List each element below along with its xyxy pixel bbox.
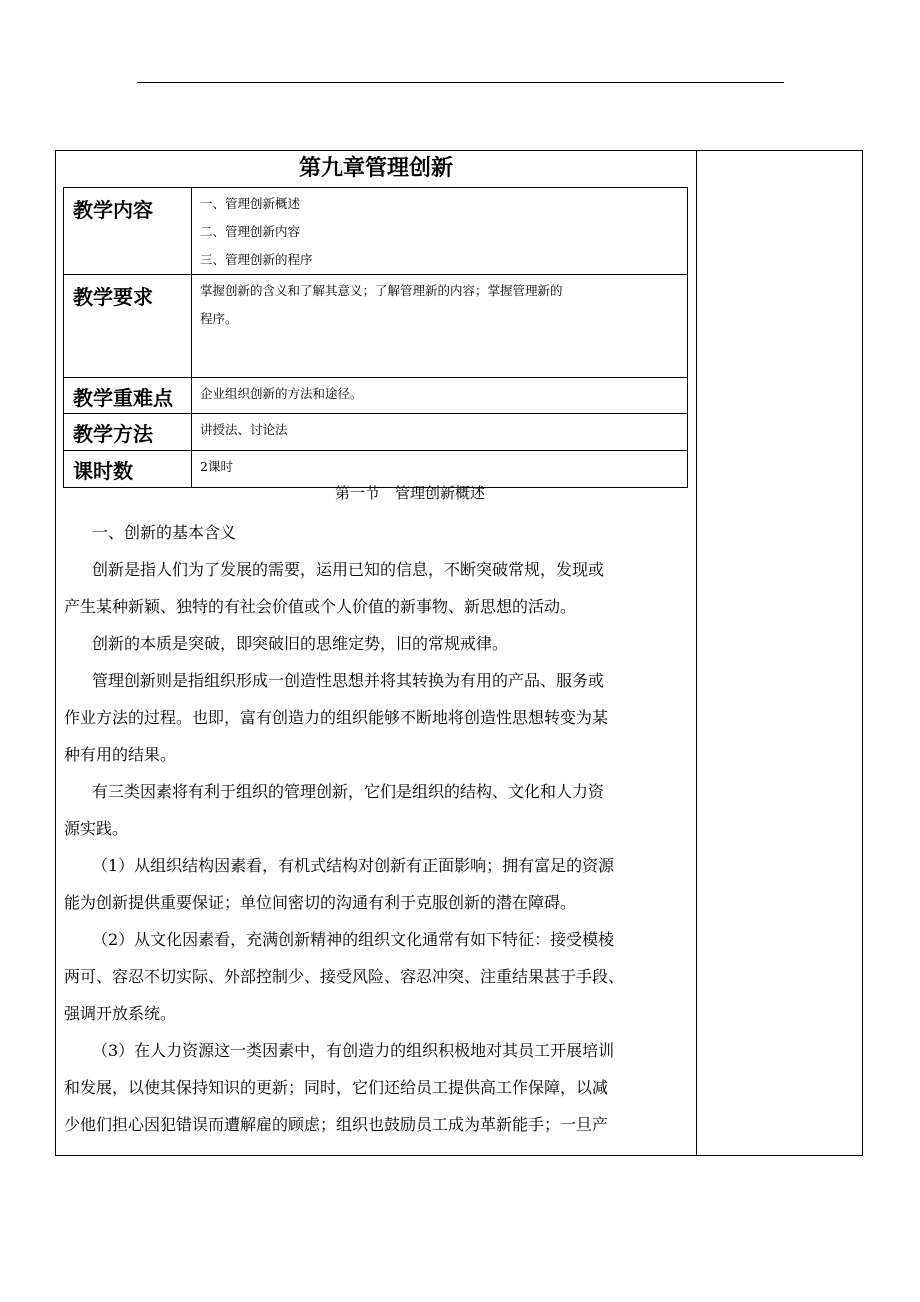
body-line: 作业方法的过程。也即，富有创造力的组织能够不断地将创造性思想转变为某 [64,708,609,727]
difficulty-value: 企业组织创新的方法和途径。 [192,378,688,414]
method-value: 讲授法、讨论法 [192,414,688,451]
content-value [192,188,688,275]
body-line: 创新是指人们为了发展的需要，运用已知的信息，不断突破常规，发现或 [92,560,605,579]
body-line: 两可、容忍不切实际、外部控制少、接受风险、容忍冲突、注重结果甚于手段、 [64,967,625,986]
body-line: 创新的本质是突破，即突破旧的思维定势，旧的常规戒律。 [92,634,509,653]
notes-column-divider [696,150,697,1156]
teaching-info-table [63,187,688,488]
table-row [64,378,688,414]
body-line: 能为创新提供重要保证；单位间密切的沟通有利于克服创新的潜在障碍。 [64,893,577,912]
hours-value: 2课时 [192,451,688,488]
header-rule [137,82,784,83]
requirement-label: 教学要求 [64,275,192,378]
body-line: 种有用的结果。 [64,745,177,764]
body-text [64,514,690,1143]
body-line: （1）从组织结构因素看，有机式结构对创新有正面影响；拥有富足的资源 [92,856,615,875]
content-item: 一、管理创新概述 [200,196,301,211]
body-line: 强调开放系统。 [64,1004,177,1023]
body-line: 产生某种新颖、独特的有社会价值或个人价值的新事物、新思想的活动。 [64,597,577,616]
requirement-value [192,275,688,378]
body-line: 源实践。 [64,819,129,838]
content-label: 教学内容 [64,188,192,275]
body-line: 管理创新则是指组织形成一创造性思想并将其转换为有用的产品、服务或 [92,671,605,690]
content-item: 二、管理创新内容 [200,224,301,239]
content-item: 三、管理创新的程序 [200,252,313,267]
body-line: 和发展，以使其保持知识的更新；同时，它们还给员工提供高工作保障，以减 [64,1078,609,1097]
requirement-line: 程序。 [200,311,238,326]
difficulty-label: 教学重难点 [64,378,192,414]
body-line: （2）从文化因素看，充满创新精神的组织文化通常有如下特征：接受模棱 [92,930,615,949]
hours-label: 课时数 [64,451,192,488]
body-line: （3）在人力资源这一类因素中，有创造力的组织积极地对其员工开展培训 [92,1041,615,1060]
body-line: 有三类因素将有利于组织的管理创新，它们是组织的结构、文化和人力资 [92,782,605,801]
requirement-line: 掌握创新的含义和了解其意义；了解管理新的内容；掌握管理新的 [200,283,563,298]
section-title: 第一节 管理创新概述 [334,484,485,502]
method-label: 教学方法 [64,414,192,451]
body-line: 一、创新的基本含义 [92,523,237,542]
chapter-title: 第九章管理创新 [298,156,453,181]
table-row [64,275,688,378]
table-row [64,188,688,275]
body-line: 少他们担心因犯错误而遭解雇的顾虑；组织也鼓励员工成为革新能手；一旦产 [64,1115,609,1134]
table-row [64,414,688,451]
